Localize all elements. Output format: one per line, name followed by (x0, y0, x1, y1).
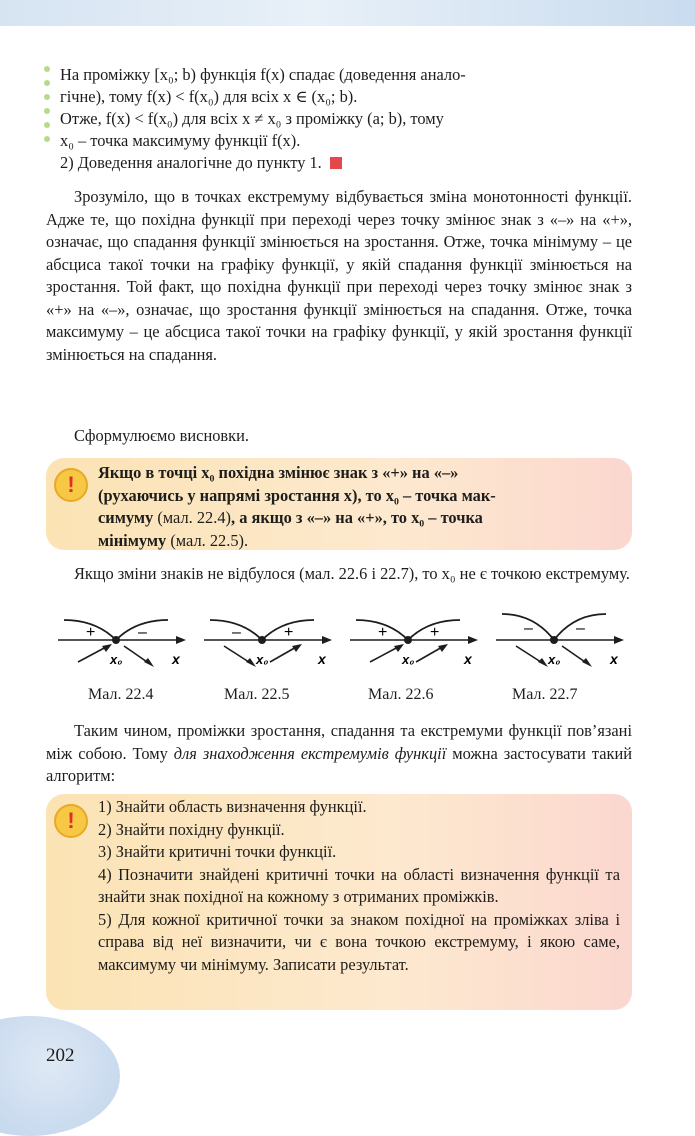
proof-line-5: 2) Доведення аналогічне до пункту 1. (60, 152, 632, 174)
callout-rule (46, 458, 632, 550)
diagram-22-4 (56, 606, 188, 676)
svg-text:+: + (430, 624, 440, 641)
page-number: 202 (46, 1045, 75, 1066)
caption-22-4: Мал. 22.4 (88, 686, 154, 703)
svg-text:x: x (464, 651, 472, 667)
svg-text:–: – (232, 624, 241, 641)
proof-line-1: На проміжку [x₀; b) функція f(x) спадає (доведення анало- (60, 65, 466, 84)
callout-rule-text: Якщо в точці x₀ похідна змінює знак з «+» на «–» (рухаючись у напрямі зростання x), то x₀ – точка мак- симуму (мал. 22.4), а якщо з «–» на «+», то x₀ – точка мінімуму (мал. 22.5). (98, 463, 496, 550)
svg-text:x₀: x₀ (402, 652, 415, 667)
paragraph-algorithm-intro: Таким чином, проміжки зростання, спадання та екстремуми функції пов’язані між собою. Тому для знаходження екстремумів функції можна застосувати такий алгоритм: (46, 721, 633, 785)
exclamation-icon: ! (54, 804, 88, 838)
proof-block (60, 64, 632, 174)
svg-text:–: – (138, 624, 147, 641)
paragraph-no-extremum: Якщо зміни знаків не відбулося (мал. 22.6 і 22.7), то x₀ не є точкою екстремуму. (74, 564, 630, 583)
svg-text:x: x (610, 651, 618, 667)
caption-22-7: Мал. 22.7 (512, 686, 578, 703)
algorithm-step: 1) Знайти область визначення функції. (98, 797, 367, 816)
diagram-22-5 (202, 606, 334, 676)
svg-text:x₀: x₀ (256, 652, 269, 667)
algorithm-step: 3) Знайти критичні точки функції. (98, 842, 337, 861)
exclamation-icon: ! (54, 468, 88, 502)
caption-22-5: Мал. 22.5 (224, 686, 290, 703)
diagram-22-7 (494, 606, 626, 676)
svg-text:x: x (172, 651, 180, 667)
svg-text:–: – (576, 620, 585, 637)
algorithm-step: 5) Для кожної критичної точки за знаком похідної на проміжках зліва і справа від неї визначити, чи є вона точкою екстремуму, і якою саме, максимуму чи мінімуму. Записати результат. (98, 909, 620, 974)
svg-text:x: x (318, 651, 326, 667)
caption-22-6: Мал. 22.6 (368, 686, 434, 703)
svg-text:x₀: x₀ (110, 652, 123, 667)
corner-decoration (0, 1016, 120, 1136)
svg-text:–: – (524, 620, 533, 637)
diagrams-row (46, 606, 632, 706)
diagram-22-6 (348, 606, 480, 676)
svg-text:+: + (86, 624, 96, 641)
paragraph-conclusions: Сформулюємо висновки. (74, 426, 249, 445)
paragraph-monotonicity: Зрозуміло, що в точках екстремуму відбувається зміна монотонності функції. Адже те, що похідна функції при переході через точку змінює знак з «–» на «+», означає, що спадання функції змінюється на зростання. Отже, точка мінімуму – це абсциса такої точки на графіку функції, у якій спадання функції змінюється на зростання. Той факт, що похідна функції при переході через точку змінює знак з «+» на «–», означає, що зростання функції змінюється на спадання. Отже, точка максимуму – це абсциса такої точки на графіку функції, у якій зростання функції змінюється на спадання. (46, 187, 632, 364)
algorithm-step: 4) Позначити знайдені критичні точки на області визначення функції та знайти знак похідної на кожному з отриманих проміжків. (98, 864, 620, 906)
algorithm-steps (98, 796, 620, 976)
margin-dots (44, 66, 52, 150)
algorithm-step: 2) Знайти похідну функції. (98, 819, 285, 839)
proof-line-2: гічне), тому f(x) < f(x₀) для всіх x ∈ (x₀; b). (60, 87, 358, 106)
proof-line-3: Отже, f(x) < f(x₀) для всіх x ≠ x₀ з проміжку (a; b), тому (60, 109, 444, 128)
proof-line-4: x₀ – точка максимуму функції f(x). (60, 131, 301, 150)
end-of-proof-square-icon (330, 157, 342, 169)
svg-text:+: + (378, 624, 388, 641)
top-decoration-band (0, 0, 695, 26)
callout-algorithm (46, 794, 632, 1010)
svg-text:+: + (284, 624, 294, 641)
svg-text:x₀: x₀ (548, 652, 561, 667)
